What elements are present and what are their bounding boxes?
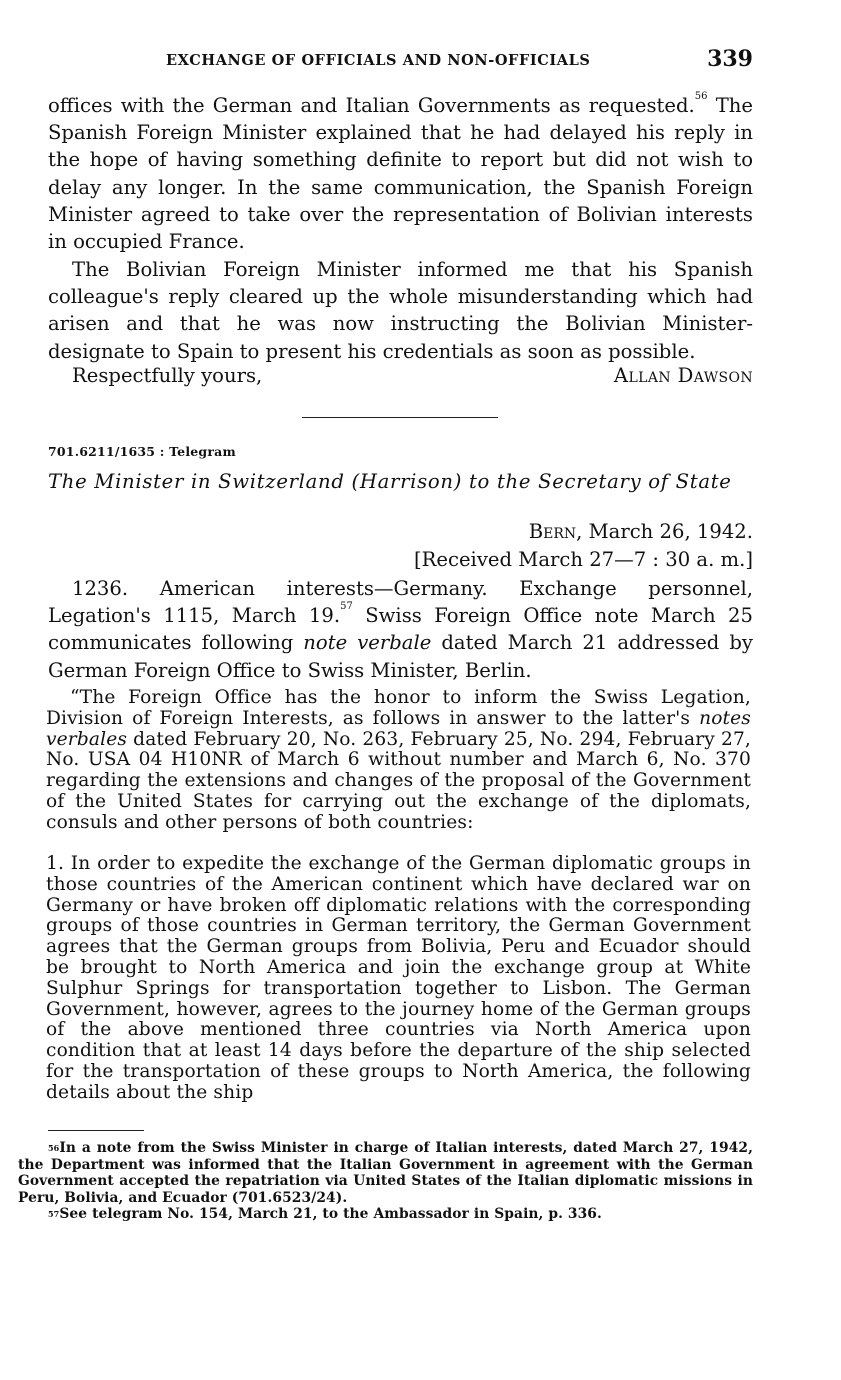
file-reference: 701.6211/1635 : Telegram [48, 444, 236, 459]
footnote-ref-57: 57 [340, 601, 353, 613]
footnote-56 [18, 1140, 753, 1206]
telegram-p1-italic: note verbale [303, 631, 432, 655]
letter-paragraph-2: The Bolivian Foreign Minister informed me that his Spanish colleague's reply cleared up the whole misunderstanding which had arisen and that he was now instructing the Bolivian Minister-designate to Spain to present his credentials as soon as possible. [48, 258, 753, 363]
telegram-p1-text-a: 1236. American interests—Germany. Exchange personnel, Legation's 1115, March 19. [48, 577, 753, 628]
telegram-p1-text-b: Swiss Foreign Office note March 25 communicates following [48, 604, 753, 655]
page-header [48, 46, 753, 76]
running-title: EXCHANGE OF OFFICIALS AND NON-OFFICIALS [166, 52, 591, 69]
signature: Allan Dawson [613, 364, 753, 387]
dateline [414, 518, 753, 574]
quoted-paragraph-1 [46, 688, 751, 834]
letter-paragraph-1 [48, 92, 753, 255]
document-title: The Minister in Switzerland (Harrison) to the Secretary of State [48, 470, 732, 493]
letter-paragraph-1-start: offices with the German and Italian Governments as requested. [48, 94, 695, 117]
quote-1-text-a: “The Foreign Office has the honor to inform the Swiss Legation, Division of Foreign Interests, as follows in answer to the latter's [46, 687, 751, 729]
letter-paragraph-1-rest: The Spanish Foreign Minister explained that he had delayed his reply in the hope of having something definite to report but did not wish to delay any longer. In the same communication, the Spanish Foreign Minister agreed to take over the representation of Bolivian interests in occupied France. [48, 94, 753, 254]
received-note: [Received March 27—7 : 30 a. m.] [414, 548, 753, 571]
place-date [414, 518, 753, 546]
closing-salutation: Respectfully yours, [72, 364, 263, 387]
footnote-57-mark: 57 [48, 1209, 60, 1220]
page-number: 339 [707, 46, 753, 72]
place: Bern [528, 520, 577, 543]
date: , March 26, 1942. [576, 520, 753, 543]
telegram-paragraph-1 [48, 575, 753, 684]
footnote-rule [48, 1130, 144, 1131]
footnote-56-mark: 56 [48, 1143, 60, 1153]
footnotes [18, 1140, 753, 1223]
footnote-57-text: See telegram No. 154, March 21, to the Ambassador in Spain, p. 336. [59, 1206, 602, 1223]
section-separator [302, 417, 498, 418]
quoted-paragraph-2: 1. In order to expedite the exchange of the German diplomatic groups in those countries of the American continent which have declared war on Germany or have broken off diplomatic relations with the corresponding groups of those countries in German territory, the German Government agrees that the German groups from Bolivia, Peru and Ecuador should be brought to North America and join the exchange group at White Sulphur Springs for transportation together to Lisbon. The German Government, however, agrees to the journey home of the German groups of the above mentioned three countries via North America upon condition that at least 14 days before the departure of the ship selected for the transportation of these groups to North America, the following details about the ship [46, 853, 751, 1103]
quote-1-italic: notes verbales [46, 707, 751, 750]
telegram-p1-text-c: dated March 21 addressed by German Foreign Office to Swiss Minister, Berlin. [48, 631, 753, 682]
footnote-56-text: In a note from the Swiss Minister in charge of Italian interests, dated March 27, 1942, the Department was informed that the Italian Government in agreement with the German Government accepted the repatriation via United States of the Italian diplomatic missions in Peru, Bolivia, and Ecuador (701.6523/24). [18, 1140, 753, 1206]
quote-1-text-b: dated February 20, No. 263, February 25, No. 294, February 27, No. USA 04 H10NR of March 6 without number and March 6, No. 370 regarding the extensions and changes of the proposal of the Government of the United States for carrying out the exchange of the diplomats, consuls and other persons of both countries: [46, 728, 751, 833]
footnote-57 [18, 1206, 753, 1223]
footnote-ref-56: 56 [694, 91, 708, 102]
letter-closing [48, 364, 753, 392]
